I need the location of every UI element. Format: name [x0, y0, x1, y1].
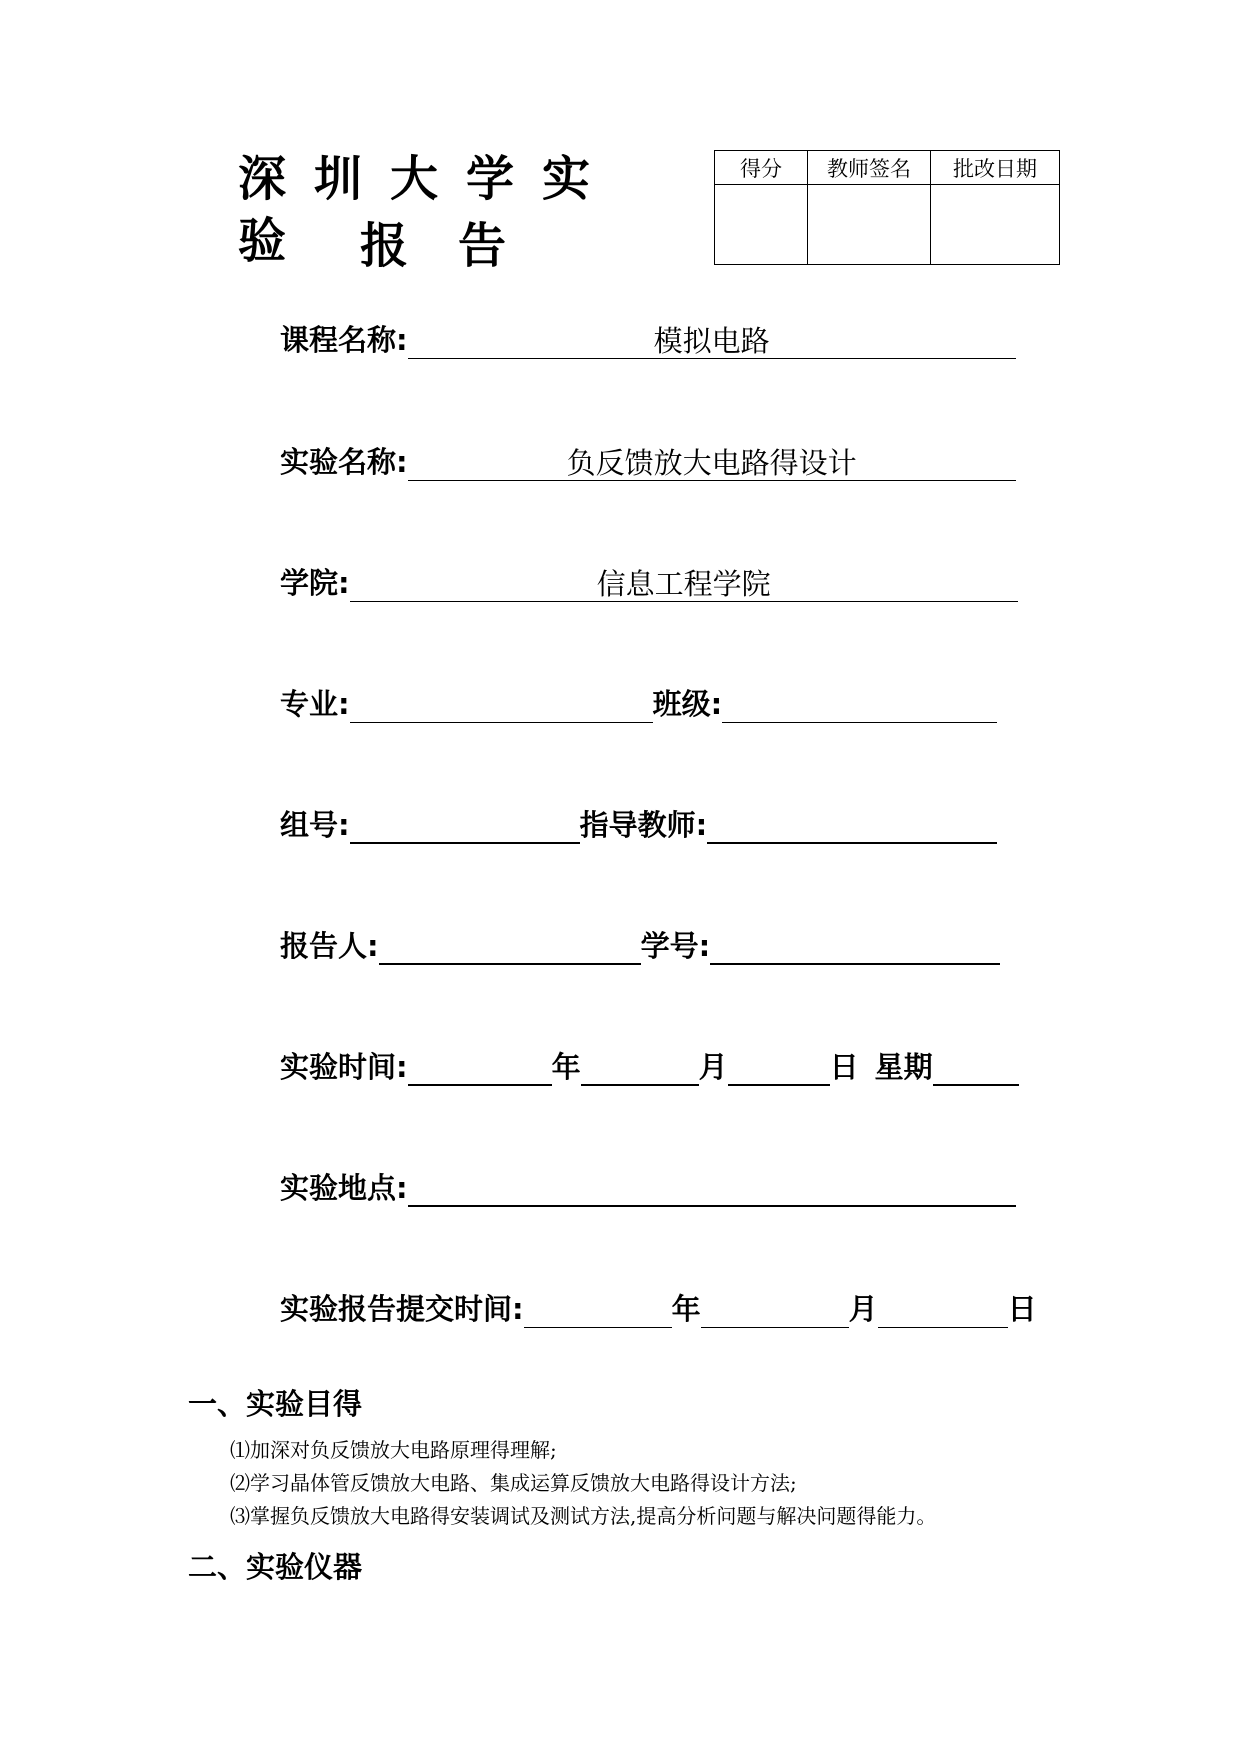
- experiment-time-field: [280, 1045, 1019, 1085]
- major-input[interactable]: [350, 688, 653, 723]
- report-title-line2: 报告: [360, 218, 557, 274]
- month-label: 月: [698, 1050, 728, 1084]
- section1-heading: 一、实验目得: [188, 1387, 363, 1421]
- objective-item: ⑶掌握负反馈放大电路得安装调试及测试方法,提高分析问题与解决问题得能力。: [230, 1504, 937, 1528]
- report-title: 深圳大学实验: [238, 151, 619, 269]
- submit-day-input[interactable]: [878, 1293, 1008, 1328]
- place-label: 实验地点:: [280, 1171, 408, 1205]
- college-label: 学院:: [280, 566, 350, 600]
- time-day-input[interactable]: [728, 1050, 830, 1086]
- reporter-id-field: [280, 924, 1000, 964]
- submit-label: 实验报告提交时间:: [280, 1292, 524, 1326]
- experiment-name-input[interactable]: [408, 446, 1016, 481]
- grading-date-cell[interactable]: [931, 185, 1060, 265]
- objective-item: ⑵学习晶体管反馈放大电路、集成运算反馈放大电路得设计方法;: [230, 1471, 797, 1495]
- weekday-input[interactable]: [933, 1050, 1019, 1086]
- course-value: 模拟电路: [653, 324, 770, 358]
- objective-item: ⑴加深对负反馈放大电路原理得理解;: [230, 1438, 557, 1462]
- place-input[interactable]: [408, 1171, 1016, 1207]
- college-value: 信息工程学院: [596, 567, 771, 601]
- student-id-input[interactable]: [710, 929, 1000, 965]
- group-teacher-field: [280, 803, 997, 843]
- section2-heading: 二、实验仪器: [188, 1550, 363, 1584]
- score-table: [714, 150, 1060, 265]
- submit-day-label: 日: [1007, 1292, 1037, 1326]
- time-year-input[interactable]: [408, 1050, 552, 1086]
- college-input[interactable]: [350, 567, 1018, 602]
- submit-year-label: 年: [671, 1292, 701, 1326]
- submit-month-label: 月: [848, 1292, 878, 1326]
- major-class-field: [280, 682, 997, 722]
- score-cell[interactable]: [715, 185, 808, 265]
- college-field: [280, 561, 1018, 601]
- class-input[interactable]: [722, 688, 997, 723]
- year-label: 年: [551, 1050, 581, 1084]
- experiment-name-value: 负反馈放大电路得设计: [566, 446, 857, 480]
- teacher-signature-header: 教师签名: [808, 151, 931, 185]
- experiment-place-field: [280, 1166, 1016, 1206]
- group-input[interactable]: [350, 808, 580, 844]
- score-header: 得分: [715, 151, 808, 185]
- submit-year-input[interactable]: [524, 1293, 672, 1328]
- teacher-input[interactable]: [707, 808, 997, 844]
- submit-time-field: [280, 1287, 1037, 1327]
- time-month-input[interactable]: [581, 1050, 699, 1086]
- group-label: 组号:: [280, 808, 350, 842]
- class-label: 班级:: [652, 687, 723, 721]
- student-id-label: 学号:: [640, 929, 711, 963]
- major-label: 专业:: [280, 687, 350, 721]
- teacher-label: 指导教师:: [579, 808, 708, 842]
- course-input[interactable]: [408, 324, 1016, 359]
- course-field: [280, 318, 1016, 358]
- grading-date-header: 批改日期: [931, 151, 1060, 185]
- submit-month-input[interactable]: [701, 1293, 849, 1328]
- weekday-label: 星期: [874, 1050, 933, 1084]
- reporter-input[interactable]: [379, 929, 641, 965]
- course-label: 课程名称:: [280, 323, 408, 357]
- time-label: 实验时间:: [280, 1050, 408, 1084]
- teacher-signature-cell[interactable]: [808, 185, 931, 265]
- day-label: 日: [829, 1050, 859, 1084]
- experiment-name-field: [280, 440, 1016, 480]
- experiment-name-label: 实验名称:: [280, 445, 408, 479]
- reporter-label: 报告人:: [280, 929, 379, 963]
